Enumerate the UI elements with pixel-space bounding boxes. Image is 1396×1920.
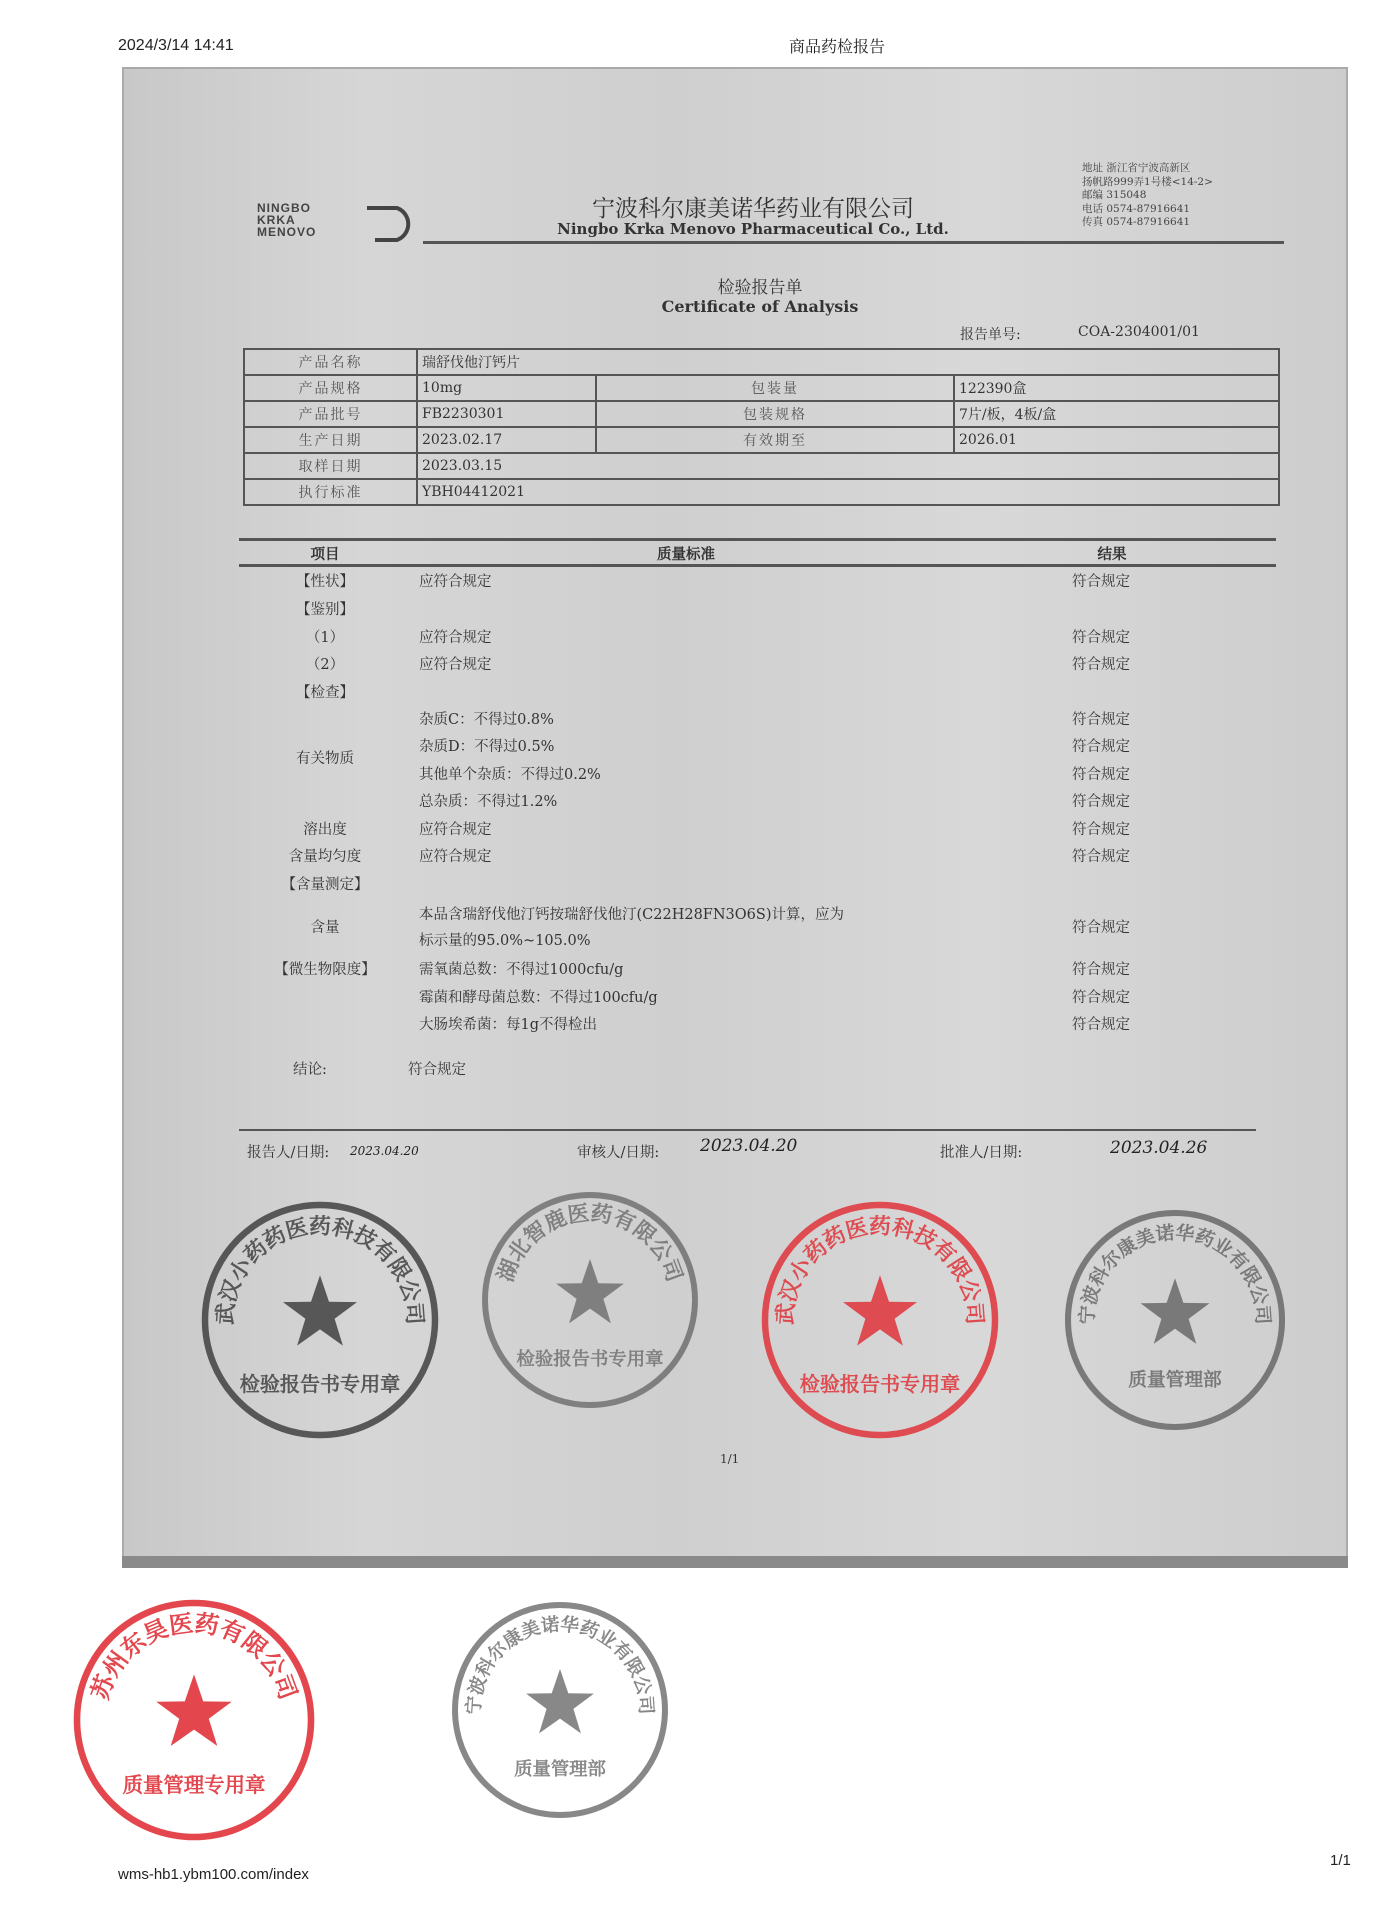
result-item: 【微生物限度】 <box>274 962 376 978</box>
doc-title-en: Certificate of Analysis <box>661 297 859 316</box>
result-standard: 需氧菌总数：不得过1000cfu/g <box>419 962 624 978</box>
scan-page-number: 1/1 <box>720 1452 740 1466</box>
result-value: 符合规定 <box>1072 1017 1130 1033</box>
report-no: COA-2304001/01 <box>1078 324 1200 340</box>
address-line: 扬帆路999弄1号楼<14-2> <box>1082 175 1213 188</box>
result-standard: 总杂质：不得过1.2% <box>419 794 558 810</box>
stamp-ring-text: 苏州东昊医药有限公司 <box>84 1608 304 1704</box>
expiry: 2026.01 <box>954 427 1279 453</box>
result-item: 【含量测定】 <box>281 877 369 893</box>
result-item: 含量 <box>310 920 340 936</box>
table-row <box>244 375 1279 401</box>
result-item: （2） <box>305 657 345 673</box>
stamp-star-icon <box>556 1259 624 1323</box>
result-item: 有关物质 <box>296 751 354 767</box>
reporter-signature: 2023.04.20 <box>350 1144 419 1158</box>
stamp-ningbo-1-icon <box>1060 1205 1290 1435</box>
stamp-star-icon <box>843 1275 917 1345</box>
logo-line-2: KRKA <box>257 213 296 227</box>
result-value: 符合规定 <box>1072 574 1130 590</box>
result-value: 符合规定 <box>1072 739 1130 755</box>
result-value: 符合规定 <box>1072 990 1130 1006</box>
product-name-label: 产品名称 <box>244 349 417 375</box>
table-row <box>244 427 1279 453</box>
result-value: 符合规定 <box>1072 920 1130 936</box>
company-name-en: Ningbo Krka Menovo Pharmaceutical Co., Ltd. <box>557 220 949 238</box>
fax-line: 传真 0574-87916641 <box>1082 216 1191 228</box>
result-item: 【性状】 <box>296 574 354 590</box>
doc-title-cn: 检验报告单 <box>717 278 803 298</box>
stamp-bottom-text: 质量管理专用章 <box>122 1773 266 1797</box>
result-standard: 本品含瑞舒伐他汀钙按瑞舒伐他汀(C22H28FN3O6S)计算，应为 <box>419 907 844 923</box>
postcode-line: 邮编 315048 <box>1082 189 1147 201</box>
result-value: 符合规定 <box>1072 849 1130 865</box>
table-row <box>244 401 1279 427</box>
report-no-label: 报告单号: <box>960 327 1021 343</box>
results-header-rule <box>239 564 1276 567</box>
print-datetime: 2024/3/14 14:41 <box>118 37 234 54</box>
stamp-bottom-text: 质量管理部 <box>1128 1369 1222 1391</box>
stamp-bottom-text: 检验报告书专用章 <box>239 1371 401 1396</box>
stamp-ring-text: 宁波科尔康美诺华药业有限公司 <box>1076 1221 1274 1326</box>
conclusion-label: 结论: <box>293 1062 327 1078</box>
result-standard: 霉菌和酵母菌总数：不得过100cfu/g <box>419 990 658 1006</box>
mfg-date: 2023.02.17 <box>417 427 596 453</box>
product-info-table <box>243 348 1280 506</box>
standard-label: 执行标准 <box>244 479 417 505</box>
reviewer-label: 审核人/日期: <box>577 1145 660 1161</box>
stamp-star-icon <box>1141 1278 1210 1344</box>
stamp-star-icon <box>526 1669 594 1733</box>
pack-spec-label: 包装规格 <box>596 401 954 427</box>
result-item: （1） <box>305 630 345 646</box>
spec: 10mg <box>417 375 596 401</box>
company-name-cn: 宁波科尔康美诺华药业有限公司 <box>592 196 914 222</box>
stamp-wuhan-gray-icon <box>197 1197 443 1443</box>
table-row <box>244 349 1279 375</box>
reviewer-signature: 2023.04.20 <box>700 1136 798 1156</box>
stamp-ring-text: 宁波科尔康美诺华药业有限公司 <box>463 1614 657 1716</box>
stamp-star-icon <box>283 1275 357 1345</box>
results-top-rule <box>239 538 1276 541</box>
result-standard: 大肠埃希菌：每1g不得检出 <box>419 1017 598 1033</box>
stamp-bottom-text: 检验报告书专用章 <box>799 1371 961 1396</box>
quantity: 122390盒 <box>954 375 1279 401</box>
result-standard: 杂质C：不得过0.8% <box>419 712 554 728</box>
result-value: 符合规定 <box>1072 794 1130 810</box>
mfg-date-label: 生产日期 <box>244 427 417 453</box>
batch-label: 产品批号 <box>244 401 417 427</box>
result-item: 【检查】 <box>296 685 354 701</box>
signature-rule <box>239 1129 1256 1131</box>
sampling-date: 2023.03.15 <box>417 453 1279 479</box>
result-standard: 应符合规定 <box>419 657 492 673</box>
reporter-label: 报告人/日期: <box>247 1145 330 1161</box>
logo-line-3: MENOVO <box>257 225 317 239</box>
result-value: 符合规定 <box>1072 767 1130 783</box>
stamp-ningbo-2-icon <box>447 1597 673 1823</box>
col-header-standard: 质量标准 <box>657 546 715 563</box>
result-value: 符合规定 <box>1072 822 1130 838</box>
logo-line-1: NINGBO <box>257 201 311 215</box>
result-value: 符合规定 <box>1072 657 1130 673</box>
result-item: 【鉴别】 <box>296 602 354 618</box>
table-row <box>244 453 1279 479</box>
company-logo <box>257 202 423 242</box>
company-address <box>1082 162 1213 230</box>
result-value: 符合规定 <box>1072 630 1130 646</box>
sampling-date-label: 取样日期 <box>244 453 417 479</box>
result-value: 符合规定 <box>1072 962 1130 978</box>
result-standard: 应符合规定 <box>419 822 492 838</box>
result-standard-line2: 标示量的95.0%~105.0% <box>419 933 591 949</box>
stamp-wuhan-red-icon <box>757 1197 1003 1443</box>
header-divider <box>423 241 1284 244</box>
result-item: 含量均匀度 <box>288 849 362 865</box>
stamp-bottom-text: 检验报告书专用章 <box>516 1348 664 1370</box>
result-standard: 应符合规定 <box>419 630 492 646</box>
approver-label: 批准人/日期: <box>940 1145 1023 1161</box>
approver-signature: 2023.04.26 <box>1110 1138 1208 1158</box>
result-value: 符合规定 <box>1072 712 1130 728</box>
footer-url: wms-hb1.ybm100.com/index <box>118 1866 309 1883</box>
stamp-ring-text: 武汉小药药医药科技有限公司 <box>773 1214 987 1326</box>
batch: FB2230301 <box>417 401 596 427</box>
result-standard: 杂质D：不得过0.5% <box>419 739 555 755</box>
stamp-ring-text: 武汉小药药医药科技有限公司 <box>213 1214 427 1326</box>
result-standard: 应符合规定 <box>419 574 492 590</box>
stamp-hubei-icon <box>477 1187 703 1413</box>
result-standard: 应符合规定 <box>419 849 492 865</box>
phone-line: 电话 0574-87916641 <box>1082 202 1191 215</box>
print-title: 商品药检报告 <box>788 39 885 56</box>
quantity-label: 包装量 <box>596 375 954 401</box>
stamp-bottom-text: 质量管理部 <box>514 1758 606 1780</box>
stamp-star-icon <box>156 1674 231 1746</box>
col-header-item: 项目 <box>310 546 340 563</box>
result-standard: 其他单个杂质：不得过0.2% <box>419 767 601 783</box>
pack-spec: 7片/板，4板/盒 <box>954 401 1279 427</box>
stamp-suzhou-icon <box>69 1595 319 1845</box>
footer-page: 1/1 <box>1330 1852 1351 1869</box>
col-header-result: 结果 <box>1097 546 1127 563</box>
product-name: 瑞舒伐他汀钙片 <box>417 349 1279 375</box>
spec-label: 产品规格 <box>244 375 417 401</box>
standard: YBH04412021 <box>417 479 1279 505</box>
table-row <box>244 479 1279 505</box>
address-line: 地址 浙江省宁波高新区 <box>1082 162 1191 174</box>
result-item: 溶出度 <box>303 822 347 838</box>
expiry-label: 有效期至 <box>596 427 954 453</box>
conclusion: 符合规定 <box>408 1062 466 1078</box>
stamp-ring-text: 湖北智鹿医药有限公司 <box>493 1201 687 1286</box>
